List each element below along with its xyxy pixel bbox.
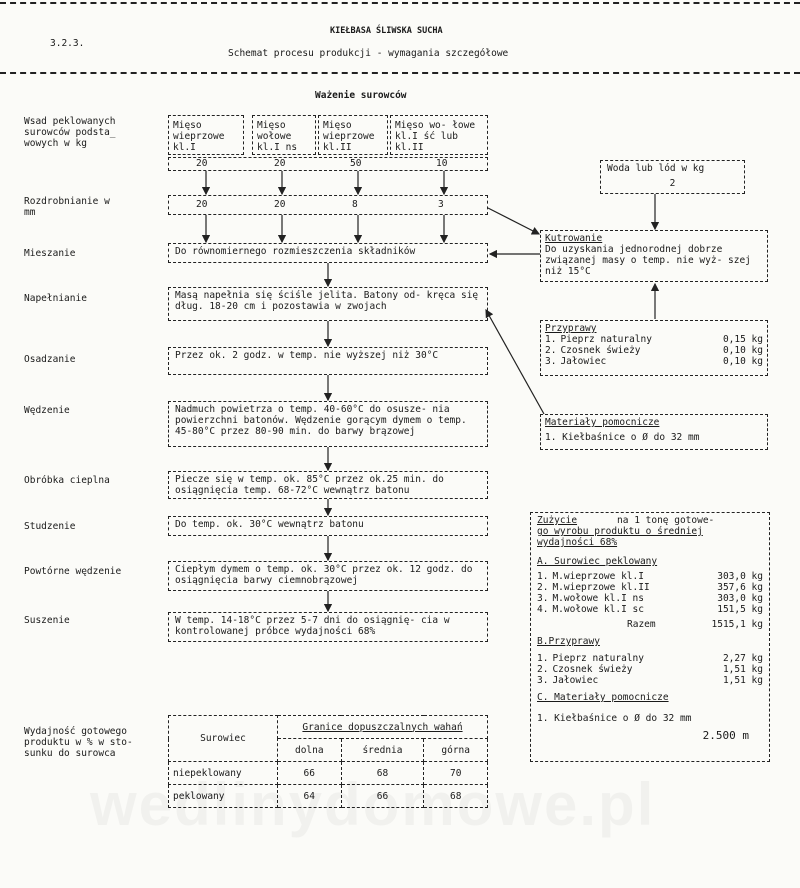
meat-kg-1: 20 [196,158,208,169]
label-weighing: Wsad peklowanych surowców podsta_ wowych w kg [24,116,116,149]
spices-title: Przyprawy [545,323,597,334]
usage-a-row: 3. M.wołowe kl.I ns 303,0 kg [537,593,763,604]
label-smoking: Wędzenie [24,405,70,416]
aux-item: 1. Kiełbaśnice o Ø do 32 mm [545,432,700,443]
document-title: KIEŁBASA ŚLIWSKA SUCHA [330,26,443,36]
process-drying: W temp. 14-18°C przez 5-7 dni do osiągnię- cia w kontrolowanej próbce wydajności 68% [168,612,488,642]
section-title: Ważenie surowców [315,90,407,101]
usage-total-row: Razem 1515,1 kg [627,619,763,630]
label-drying: Suszenie [24,615,70,626]
usage-a-title: A. Surowiec peklowany [537,556,658,567]
usage-c-qty: 2.500 m [702,729,749,742]
usage-a-row: 2. M.wieprzowe kl.II 357,6 kg [537,582,763,593]
process-heat: Piecze się w temp. ok. 85°C przez ok.25 min. do osiągnięcia temp. 68-72°C wewnątrz batonu [168,471,488,499]
yield-col-high: górna [424,739,488,762]
usage-b-title: B.Przyprawy [537,636,600,647]
meat-kg-4: 10 [436,158,448,169]
meat-box-4: Mięso wo- łowe kl.I ść lub kl.II [390,115,488,155]
document-subtitle: Schemat procesu produkcji - wymagania szczegółowe [228,48,509,59]
table-row: niepeklowany 66 68 70 [169,762,488,785]
usage-c-title: C. Materiały pomocnicze [537,692,669,703]
yield-col-mid: średnia [341,739,424,762]
meat-box-1: Mięso wieprzowe kl.I [168,115,244,155]
usage-title-3: go wyrobu produktu o średniej wydajności 68% [537,526,703,548]
meat-kg-2: 20 [274,158,286,169]
process-resmoking: Ciepłym dymem o temp. ok. 30°C przez ok. 12 godz. do osiągnięcia barwy ciemnobrązowej [168,561,488,591]
process-mixing: Do równomiernego rozmieszczenia składników [168,243,488,263]
usage-title-2: na 1 tonę gotowe- [617,515,715,526]
usage-b-row: 3. Jałowiec 1,51 kg [537,675,763,686]
aux-title: Materiały pomocnicze [545,417,660,428]
label-settling: Osadzanie [24,354,76,365]
cutting-title: Kutrowanie [545,233,603,244]
yield-range-title: Granice dopuszczalnych wahań [278,716,488,739]
meat-mm-1: 20 [196,199,208,210]
process-cooling: Do temp. ok. 30°C wewnątrz batonu [168,516,488,536]
meat-box-2: Mięso wołowe kl.I ns [252,115,316,155]
label-heat: Obróbka cieplna [24,475,110,486]
meat-box-3: Mięso wieprzowe kl.II [318,115,388,155]
usage-b-row: 2. Czosnek świeży 1,51 kg [537,664,763,675]
meat-mm-2: 20 [274,199,286,210]
spice-row: 3. Jałowiec 0,10 kg [545,356,763,367]
section-number: 3.2.3. [50,38,85,49]
usage-a-row: 4. M.wołowe kl.I sc 151,5 kg [537,604,763,615]
process-smoking: Nadmuch powietrza o temp. 40-60°C do osusze- nia powierzchni batonów. Wędzenie gorącym dymem o temp. 45-80°C przez 80-90 min. do barwy brązowej [168,401,488,447]
cutting-text: Do uzyskania jednorodnej dobrze związanej masy o temp. nie wyż- szej niż 15°C [545,244,751,277]
process-stuffing: Masą napełnia się ściśle jelita. Batony od- kręca się dług. 18-20 cm i pozostawia w zwojach [168,287,488,321]
water-label: Woda lub lód w kg [607,163,705,174]
yield-col-low: dolna [278,739,342,762]
label-resmoking: Powtórne wędzenie [24,566,122,577]
meat-mm-4: 3 [438,199,444,210]
label-cooling: Studzenie [24,521,76,532]
label-mincing: Rozdrobnianie w mm [24,196,110,218]
label-mixing: Mieszanie [24,248,76,259]
spice-row: 1. Pieprz naturalny 0,15 kg [545,334,763,345]
usage-title-1: Zużycie [537,515,578,526]
arrow-to-cutting [488,208,539,234]
water-value: 2 [669,178,676,189]
spice-row: 2. Czosnek świeży 0,10 kg [545,345,763,356]
usage-c-item: 1. Kiełbaśnice o Ø do 32 mm [537,713,692,724]
label-yield: Wydajność gotowego produktu w % w sto- sunku do surowca [24,726,133,759]
meat-mm-3: 8 [352,199,358,210]
usage-a-row: 1. M.wieprzowe kl.I 303,0 kg [537,571,763,582]
table-row: peklowany 64 66 68 [169,785,488,808]
yield-col-raw: Surowiec [169,716,278,762]
process-settling: Przez ok. 2 godz. w temp. nie wyższej niż 30°C [168,347,488,375]
label-stuffing: Napełnianie [24,293,87,304]
meat-kg-3: 50 [350,158,362,169]
usage-b-row: 1. Pieprz naturalny 2,27 kg [537,653,763,664]
arrow-aux-to-stuffing [486,310,544,414]
